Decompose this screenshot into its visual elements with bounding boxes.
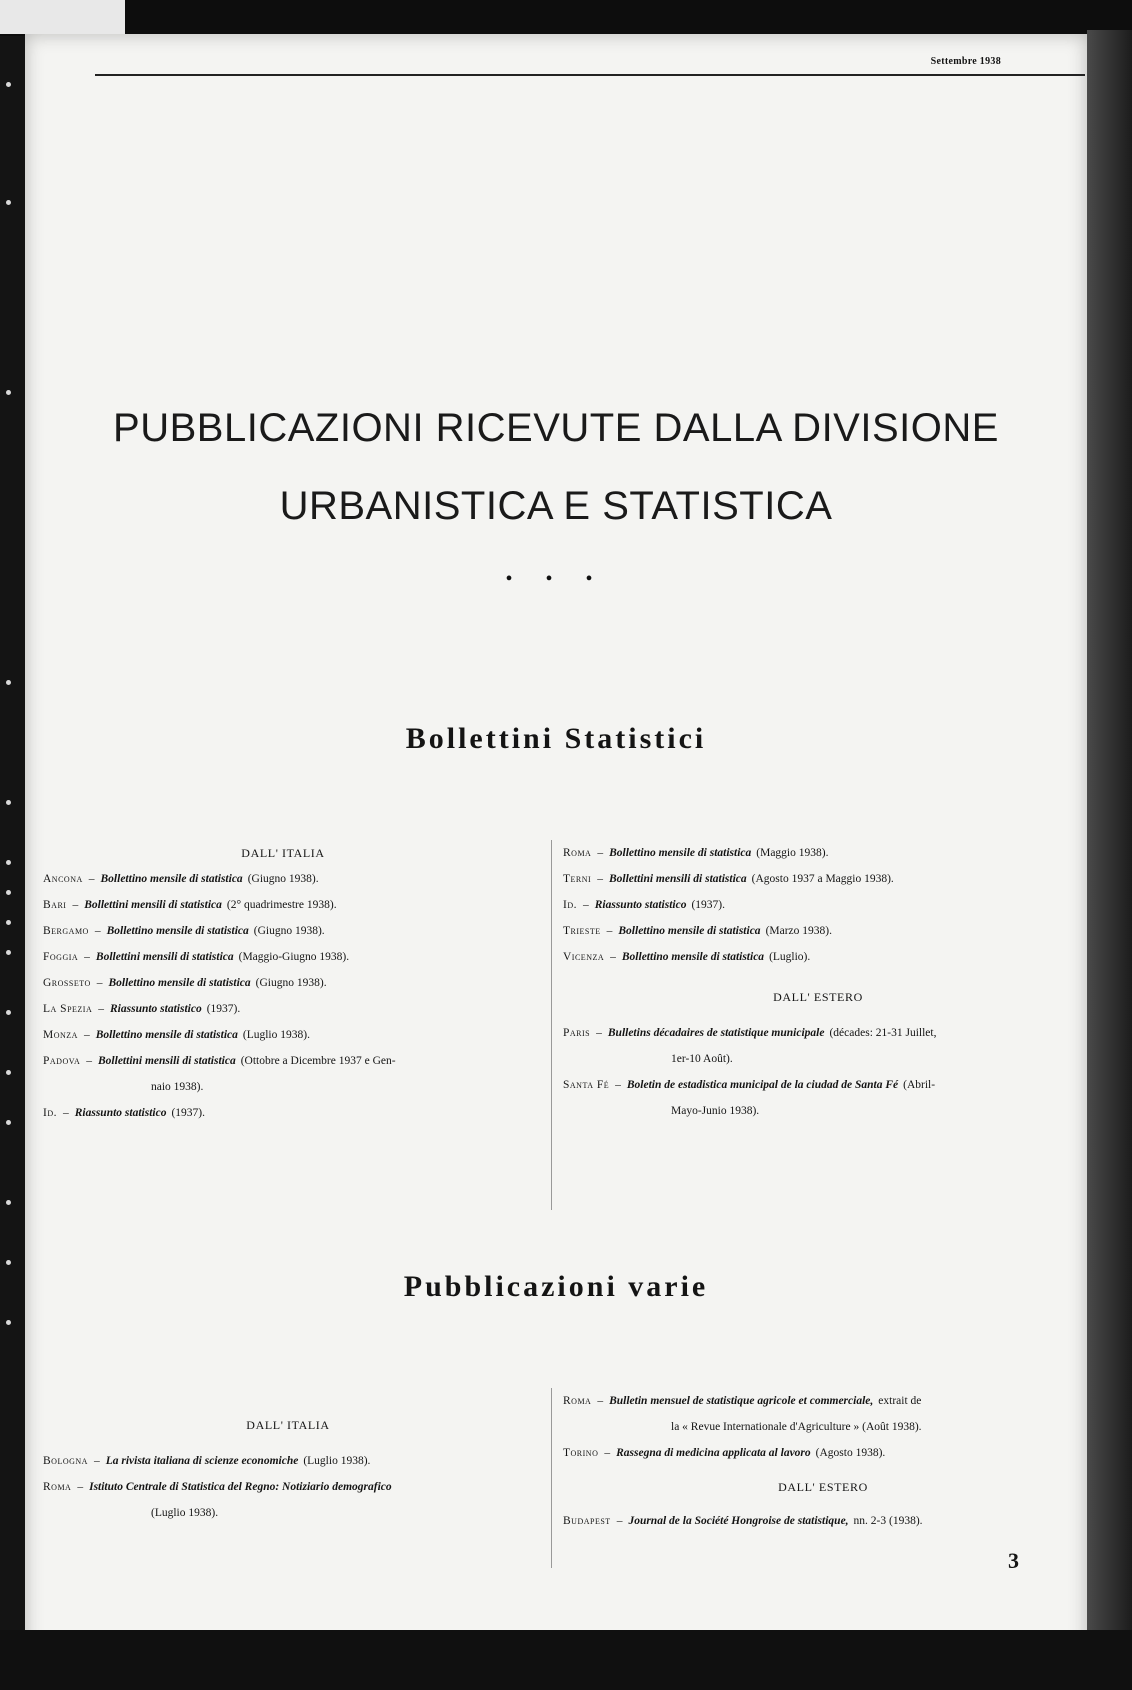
entry-city: Vicenza bbox=[563, 951, 605, 963]
subhead-dall-estero: DALL' ESTERO bbox=[778, 1480, 868, 1494]
entry-city: Foggia bbox=[43, 951, 79, 963]
entry-dash: – bbox=[93, 1455, 100, 1467]
entry-title: Boletin de estadistica municipal de la ciudad de Santa Fé bbox=[626, 1079, 899, 1091]
right-page-edge bbox=[1087, 30, 1132, 1690]
varie-italia-column bbox=[43, 1388, 533, 1526]
entry-dash: – bbox=[77, 1481, 84, 1493]
list-item-continuation: la « Revue Internationale d'Agriculture » (Août 1938). bbox=[671, 1421, 922, 1433]
entry-note: (1937). bbox=[171, 1107, 205, 1119]
entry-title: Journal de la Société Hongroise de statistique, bbox=[628, 1515, 849, 1527]
entry-city: Bari bbox=[43, 899, 67, 911]
subhead-dall-estero: DALL' ESTERO bbox=[773, 990, 863, 1004]
entry-dash: – bbox=[83, 1029, 90, 1041]
header-rule bbox=[95, 74, 1085, 76]
entry-title: Bollettino mensile di statistica bbox=[106, 925, 249, 937]
list-item-continuation: 1er-10 Août). bbox=[671, 1053, 733, 1065]
list-item bbox=[43, 918, 523, 944]
entry-city: Bologna bbox=[43, 1455, 88, 1467]
title-ornament: • • • bbox=[505, 568, 607, 590]
entry-city: Terni bbox=[563, 873, 592, 885]
entry-note: (Giugno 1938). bbox=[253, 925, 325, 937]
page-number: 3 bbox=[1008, 1548, 1019, 1573]
list-item bbox=[563, 866, 1073, 892]
list-item bbox=[43, 892, 523, 918]
entry-list bbox=[563, 840, 1073, 970]
entry-note: (Agosto 1938). bbox=[815, 1447, 886, 1459]
entry-title: Riassunto statistico bbox=[594, 899, 687, 911]
entry-list bbox=[563, 1388, 1083, 1466]
entry-city: Id. bbox=[43, 1107, 57, 1119]
list-item bbox=[43, 1048, 523, 1074]
entry-city: La Spezia bbox=[43, 1003, 93, 1015]
column-divider bbox=[551, 840, 552, 1210]
list-item bbox=[43, 970, 523, 996]
entry-title: Bollettino mensile di statistica bbox=[621, 951, 765, 963]
entry-city: Monza bbox=[43, 1029, 78, 1041]
bottom-border bbox=[0, 1630, 1132, 1690]
entry-title: Bollettino mensile di statistica bbox=[100, 873, 243, 885]
entry-city: Padova bbox=[43, 1055, 81, 1067]
entry-title: La rivista italiana di scienze economiche bbox=[105, 1455, 299, 1467]
entry-dash: – bbox=[597, 1395, 604, 1407]
entry-note: (Luglio). bbox=[769, 951, 811, 963]
entry-title: Bollettini mensili di statistica bbox=[608, 873, 747, 885]
entry-dash: – bbox=[616, 1515, 623, 1527]
entry-title: Rassegna di medicina applicata al lavoro bbox=[616, 1447, 811, 1459]
varie-right-column bbox=[563, 1388, 1083, 1534]
entry-note: (1937). bbox=[206, 1003, 241, 1015]
entry-city: Trieste bbox=[563, 925, 601, 937]
list-item bbox=[43, 866, 523, 892]
entry-note: (décades: 21-31 Juillet, bbox=[829, 1027, 937, 1039]
entry-list bbox=[43, 1448, 533, 1526]
entry-note: (Maggio-Giugno 1938). bbox=[238, 951, 350, 963]
entry-list bbox=[43, 866, 523, 1126]
entry-title: Bollettino mensile di statistica bbox=[108, 977, 251, 989]
header-date: Settembre 1938 bbox=[930, 56, 1001, 67]
entry-list bbox=[563, 1020, 1073, 1124]
entry-title: Bollettini mensili di statistica bbox=[84, 899, 222, 911]
column-divider bbox=[551, 1388, 552, 1568]
entry-title: Bollettini mensili di statistica bbox=[95, 951, 234, 963]
title-line-1: PUBBLICAZIONI RICEVUTE DALLA DIVISIONE bbox=[113, 406, 999, 450]
entry-dash: – bbox=[615, 1079, 621, 1091]
entry-note: (Abril- bbox=[903, 1079, 936, 1091]
entry-city: Budapest bbox=[563, 1515, 611, 1527]
entry-title: Bulletin mensuel de statistique agricole et commerciale, bbox=[609, 1395, 874, 1407]
list-item bbox=[43, 996, 523, 1022]
entry-dash: – bbox=[582, 899, 589, 911]
entry-dash: – bbox=[604, 1447, 611, 1459]
entry-dash: – bbox=[596, 1027, 602, 1039]
bollettini-right-column bbox=[563, 840, 1073, 1124]
entry-dash: – bbox=[86, 1055, 93, 1067]
entry-note: nn. 2-3 (1938). bbox=[853, 1515, 923, 1527]
list-item bbox=[563, 1440, 1083, 1466]
left-margin-marks bbox=[0, 60, 25, 1460]
entry-note: (Ottobre a Dicembre 1937 e Gen- bbox=[240, 1055, 396, 1067]
list-item bbox=[563, 892, 1073, 918]
section-heading-bollettini: Bollettini Statistici bbox=[405, 722, 707, 755]
entry-dash: – bbox=[72, 899, 79, 911]
document-page bbox=[25, 34, 1087, 1670]
entry-note: (Agosto 1937 a Maggio 1938). bbox=[751, 873, 894, 885]
section-heading-varie: Pubblicazioni varie bbox=[403, 1270, 709, 1303]
top-left-margin bbox=[0, 0, 125, 34]
list-item bbox=[43, 1474, 533, 1500]
entry-city: Paris bbox=[563, 1027, 591, 1039]
entry-city: Torino bbox=[563, 1447, 599, 1459]
entry-city: Roma bbox=[43, 1481, 72, 1493]
entry-dash: – bbox=[96, 977, 103, 989]
entry-dash: – bbox=[606, 925, 613, 937]
entry-dash: – bbox=[597, 847, 604, 859]
entry-city: Roma bbox=[563, 1395, 592, 1407]
entry-title: Bollettino mensile di statistica bbox=[95, 1029, 238, 1041]
entry-list bbox=[563, 1508, 1083, 1534]
entry-city: Grosseto bbox=[43, 977, 91, 989]
list-item bbox=[563, 944, 1073, 970]
entry-dash: – bbox=[62, 1107, 69, 1119]
entry-title: Bollettino mensile di statistica bbox=[618, 925, 761, 937]
entry-city: Roma bbox=[563, 847, 592, 859]
list-item bbox=[563, 840, 1073, 866]
entry-note: (Giugno 1938). bbox=[247, 873, 319, 885]
entry-city: Bergamo bbox=[43, 925, 89, 937]
list-item bbox=[43, 1448, 533, 1474]
entry-dash: – bbox=[98, 1003, 104, 1015]
list-item bbox=[563, 1508, 1083, 1534]
subhead-dall-italia: DALL' ITALIA bbox=[241, 846, 325, 860]
entry-note: (Giugno 1938). bbox=[255, 977, 327, 989]
title-line-2: URBANISTICA E STATISTICA bbox=[279, 484, 833, 528]
list-item bbox=[563, 1020, 1073, 1046]
entry-note: (Marzo 1938). bbox=[765, 925, 832, 937]
entry-title: Bollettino mensile di statistica bbox=[609, 847, 752, 859]
entry-dash: – bbox=[597, 873, 603, 885]
entry-title: Riassunto statistico bbox=[74, 1107, 167, 1119]
list-item bbox=[563, 1072, 1073, 1098]
entry-title: Riassunto statistico bbox=[110, 1003, 202, 1015]
top-border bbox=[0, 0, 1132, 36]
entry-note: (Maggio 1938). bbox=[756, 847, 829, 859]
list-item bbox=[43, 944, 523, 970]
list-item-continuation: (Luglio 1938). bbox=[151, 1507, 219, 1519]
entry-title: Istituto Centrale di Statistica del Regno: Notiziario demografico bbox=[89, 1481, 392, 1493]
entry-note: (Luglio 1938). bbox=[303, 1455, 371, 1467]
entry-dash: – bbox=[84, 951, 90, 963]
list-item bbox=[563, 918, 1073, 944]
list-item bbox=[43, 1022, 523, 1048]
entry-city: Id. bbox=[563, 899, 577, 911]
entry-note: (2° quadrimestre 1938). bbox=[226, 899, 337, 911]
list-item bbox=[563, 1388, 1083, 1414]
list-item-continuation: naio 1938). bbox=[151, 1081, 204, 1093]
entry-city: Ancona bbox=[43, 873, 83, 885]
entry-note: (Luglio 1938). bbox=[242, 1029, 310, 1041]
entry-note: (1937). bbox=[691, 899, 725, 911]
entry-title: Bollettini mensili di statistica bbox=[98, 1055, 236, 1067]
entry-city: Santa Fé bbox=[563, 1079, 610, 1091]
entry-title: Bulletins décadaires de statistique municipale bbox=[607, 1027, 825, 1039]
subhead-dall-italia: DALL' ITALIA bbox=[246, 1418, 330, 1432]
entry-dash: – bbox=[610, 951, 616, 963]
list-item-continuation: Mayo-Junio 1938). bbox=[671, 1105, 760, 1117]
bollettini-italia-column bbox=[43, 840, 523, 1126]
entry-note: extrait de bbox=[878, 1395, 922, 1407]
entry-dash: – bbox=[94, 925, 101, 937]
list-item bbox=[43, 1100, 523, 1126]
entry-dash: – bbox=[88, 873, 95, 885]
